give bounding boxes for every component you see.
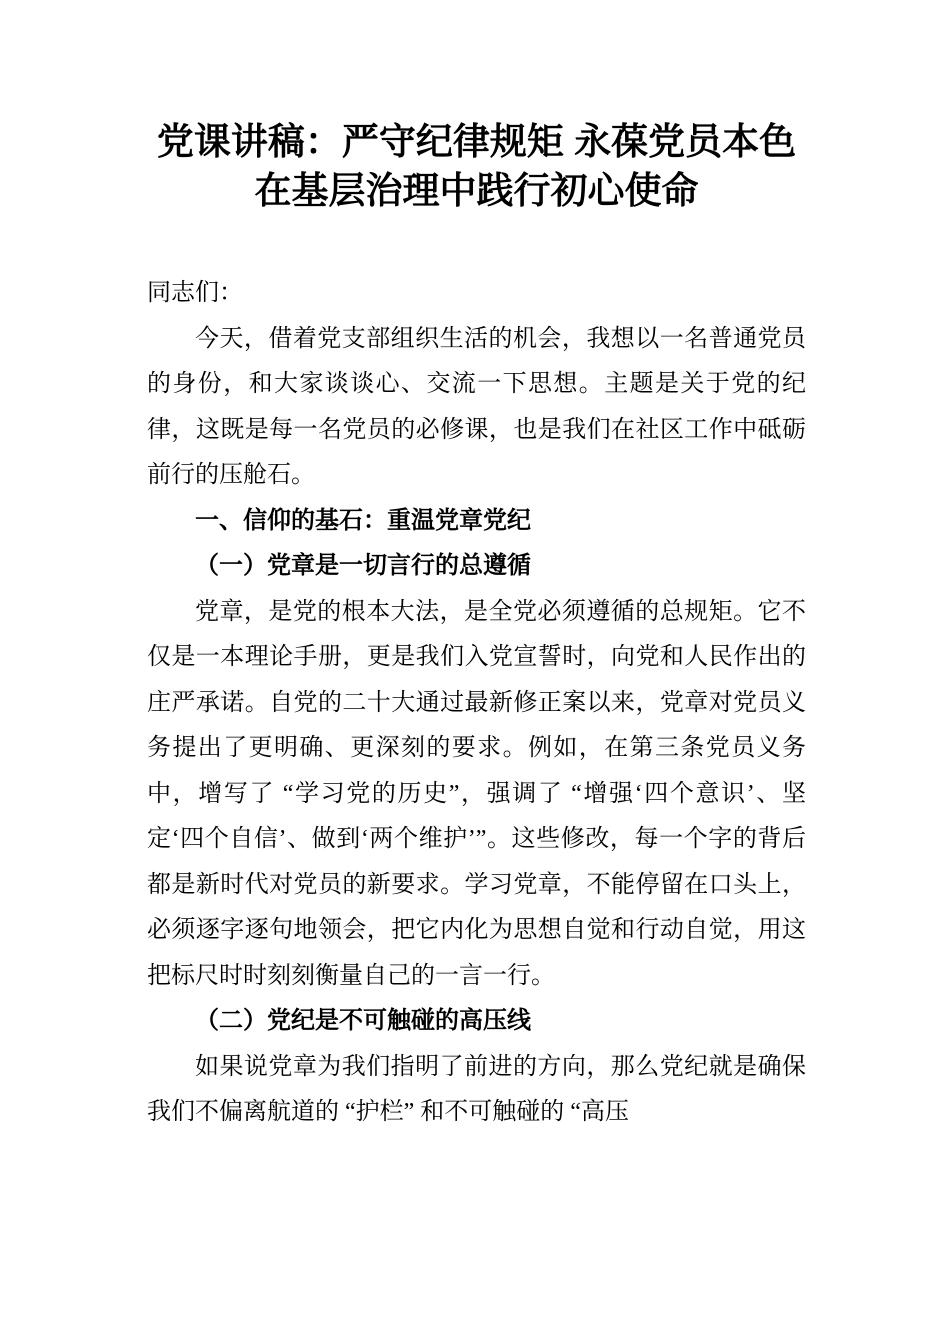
paragraph-opening: 今天，借着党支部组织生活的机会，我想以一名普通党员的身份，和大家谈谈心、交流一下思想。主题是关于党的纪律，这既是每一名党员的必修课，也是我们在社区工作中砥砺前行的压舱石。 [147, 325, 806, 488]
subsection-heading-one-2: （二）党纪是不可触碰的高压线 [195, 1008, 531, 1034]
document-body [147, 271, 806, 1136]
title-line-1: 党课讲稿：严守纪律规矩 永葆党员本色 [156, 121, 797, 162]
paragraph-party-discipline: 如果说党章为我们指明了前进的方向，那么党纪就是确保我们不偏离航道的 “护栏” 和不可触碰的 “高压 [147, 1053, 806, 1125]
section-heading-one: 一、信仰的基石：重温党章党纪 [195, 507, 531, 534]
subsection-heading-one-1: （一）党章是一切言行的总遵循 [195, 553, 531, 579]
title-line-2: 在基层治理中践行初心使命 [254, 170, 699, 211]
paragraph-party-constitution: 党章，是党的根本大法，是全党必须遵循的总规矩。它不仅是一本理论手册，更是我们入党宣誓时，向党和人民作出的庄严承诺。自党的二十大通过最新修正案以来，党章对党员义务提出了更明确、更深刻的要求。例如，在第三条党员义务中，增写了 “学习党的历史”，强调了 “增强‘四个意识’、坚定‘四个自信’、做到‘两个维护’”。这些修改，每一个字的背后都是新时代对党员的新要求。学习党章，不能停留在口头上，必须逐字逐句地领会，把它内化为思想自觉和行动自觉，用这把标尺时时刻刻衡量自己的一言一行。 [147, 598, 806, 989]
salutation: 同志们： [147, 280, 243, 306]
document-title [147, 117, 806, 215]
